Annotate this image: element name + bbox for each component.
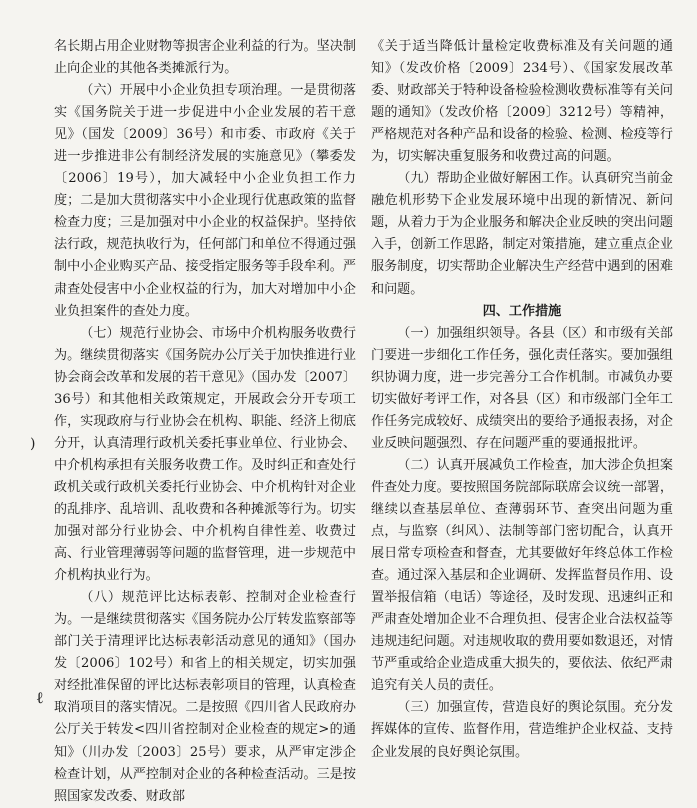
paragraph: 《关于适当降低计量检定收费标准及有关问题的通知》（发改价格〔2009〕234号）、《国家发展改革委、财政部关于特种设备检验检测收费标准等有关问题的通知》（发改价格〔2009〕3212号）等精神，严格规范对各种产品和设备的检验、检测、检疫等行为，切实解决重复服务和收费过高的问题。: [371, 39, 673, 165]
paragraph: （六）开展中小企业负担专项治理。一是贯彻落实《国务院关于进一步促进中小企业发展的若干意见》（国发〔2009〕36号）和市委、市政府《关于进一步推进非公有制经济发展的实施意见》（攀委发〔2006〕19号），加大减轻中小企业负担工作力度；二是加大贯彻落实中小企业现行优惠政策的监督检查力度；三是加强对中小企业的权益保护。坚持依法行政，规范执收行为，任何部门和单位不得通过强制中小企业购买产品、接受指定服务等手段牟利。严肃查处侵害中小企业权益的行为，加大对增加中小企业负担案件的查处力度。: [54, 83, 356, 319]
right-column: [371, 36, 673, 764]
paragraph: （三）加强宣传，营造良好的舆论氛围。充分发挥媒体的宣传、监督作用，营造维护企业权益、支持企业发展的良好舆论氛围。: [371, 700, 673, 760]
paragraph: （二）认真开展减负工作检查，加大涉企负担案件查处力度。要按照国务院部际联席会议统一部署，继续以查基层单位、查薄弱环节、查突出问题为重点，与监察（纠风）、法制等部门密切配合，认真开展日常专项检查和督查，尤其要做好年终总体工作检查。通过深入基层和企业调研、发挥监督员作用、设置举报信箱（电话）等途径，及时发现、迅速纠正和严肃查处增加企业不合理负担、侵害企业合法权益等违规违纪问题。对违规收取的费用要如数退还，对情节严重或给企业造成重大损失的，要依法、依纪严肃追究有关人员的责任。: [371, 457, 673, 694]
paragraph: （七）规范行业协会、市场中介机构服务收费行为。继续贯彻落实《国务院办公厅关于加快推进行业协会商会改革和发展的若干意见》（国办发〔2007〕36号）和其他相关政策规定，开展政会分开专项工作，实现政府与行业协会在机构、职能、经济上彻底分开，认真清理行政机关委托事业单位、行业协会、中介机构承担有关服务收费工作。及时纠正和查处行政机关或行政机关委托行业协会、中介机构针对企业的乱排序、乱培训、乱收费和各种摊派等行为。切实加强对部分行业协会、中介机构自律性差、收费过高、行业管理薄弱等问题的监督管理，进一步规范中介机构执业行为。: [54, 325, 356, 584]
paragraph: （一）加强组织领导。各县（区）和市级有关部门要进一步细化工作任务，强化责任落实。要加强组织协调力度，进一步完善分工合作机制。市减负办要切实做好考评工作，对各县（区）和市级部门全年工作任务完成较好、成绩突出的要给予通报表扬，对企业反映问题强烈、存在问题严重的要通报批评。: [371, 325, 673, 451]
scan-artifact-mark: ℓ: [36, 688, 44, 707]
paragraph: 名长期占用企业财物等损害企业利益的行为。坚决制止向企业的其他各类摊派行为。: [54, 39, 356, 77]
left-column: [54, 36, 356, 808]
section-heading: 四、工作措施: [482, 303, 562, 319]
paragraph: （九）帮助企业做好解困工作。认真研究当前金融危机形势下企业发展环境中出现的新情况、新问题，从着力于为企业服务和解决企业反映的突出问题入手，创新工作思路，制定对策措施，建立重点企业服务制度，切实帮助企业解决生产经营中遇到的困难和问题。: [371, 171, 673, 297]
paragraph: （八）规范评比达标表彰、控制对企业检查行为。一是继续贯彻落实《国务院办公厅转发监察部等部门关于清理评比达标表彰活动意见的通知》（国办发〔2006〕102号）和省上的相关规定，切实加强对经批准保留的评比达标表彰项目的管理，认真检查取消项目的落实情况。二是按照《四川省人民政府办公厅关于转发<四川省控制对企业检查的规定>的通知》（川办发〔2003〕25号）要求，从严审定涉企检查计划，从严控制对企业的各种检查活动。三是按照国家发改委、财政部: [54, 590, 356, 804]
scan-artifact-mark: ): [30, 436, 36, 452]
